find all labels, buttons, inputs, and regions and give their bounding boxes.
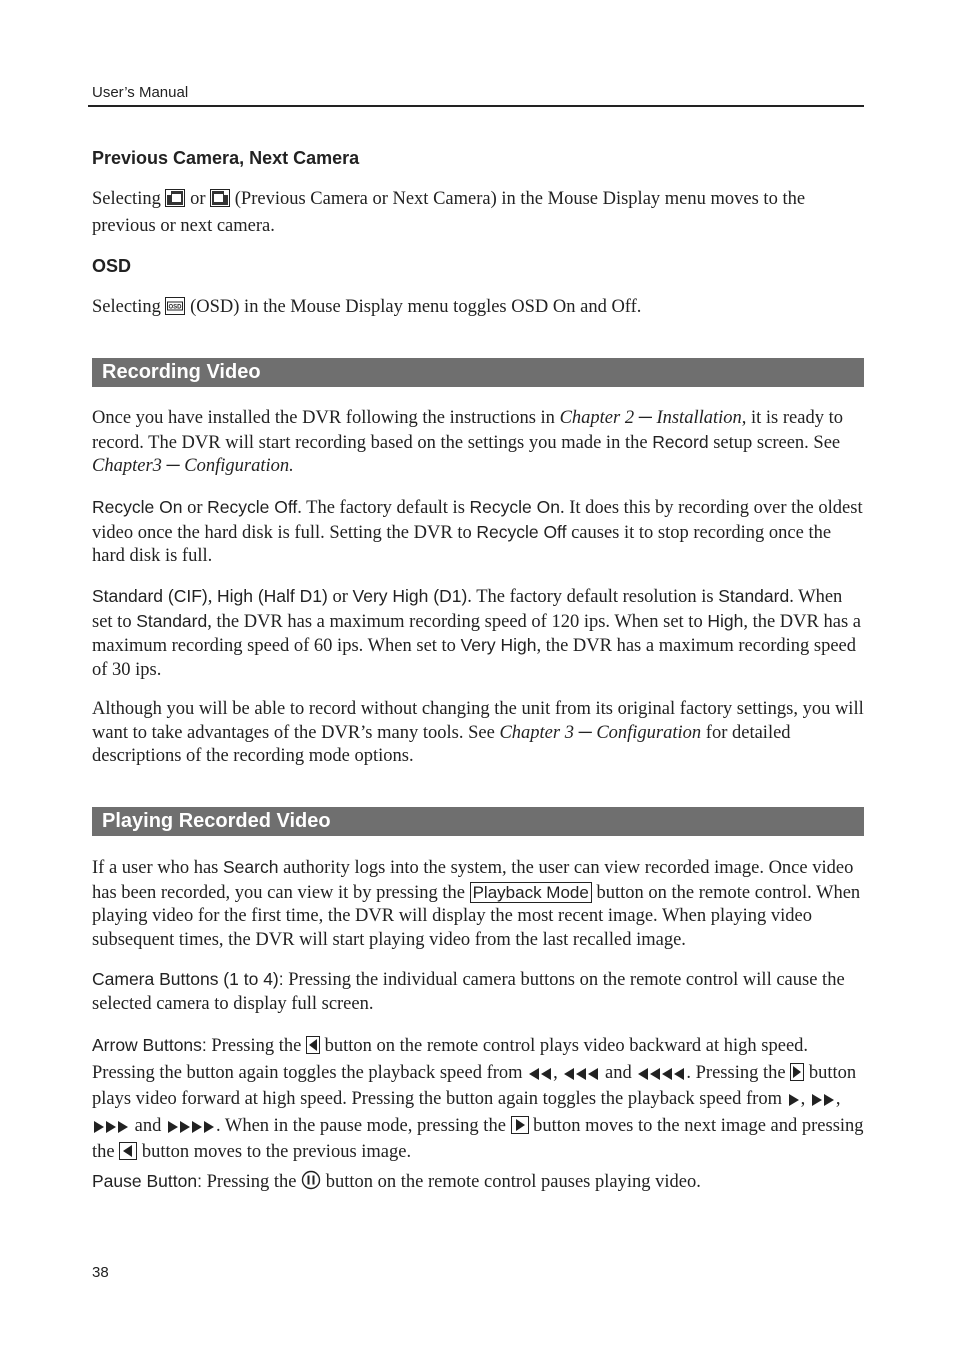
text: , — [800, 1089, 810, 1109]
text: Pressing the — [206, 1036, 306, 1056]
text: , the DVR has a maximum recording speed of 60 ips. When set to — [92, 611, 861, 656]
heading-prev-next-camera: Previous Camera, Next Camera — [92, 148, 360, 168]
text: Although you will be able to record without changing the unit from its original factory settings, you will want to take advantages of the DVR’s many tools. See — [92, 699, 864, 743]
text: (OSD) in the Mouse Display menu toggles OSD On and Off. — [185, 297, 642, 317]
forward-button-icon — [790, 1063, 804, 1089]
text: button on the remote control plays video backward at high speed. Pressing the button again toggles the playback speed from — [92, 1036, 809, 1083]
next-camera-icon — [210, 189, 230, 215]
text: setup screen. See — [708, 432, 841, 453]
term-label: Arrow Buttons: — [92, 1035, 207, 1055]
text: or — [182, 498, 208, 518]
setting-term: Standard (CIF) — [92, 586, 208, 606]
setting-term: Recycle On — [92, 497, 183, 517]
running-header: User’s Manual — [92, 84, 189, 101]
text: authority logs into the system, the user can view recorded image. Once video has been recorded, you can view it by pressing the — [92, 858, 854, 903]
text: for detailed descriptions of the recording mode options. — [92, 722, 791, 766]
text: , it is ready to record. The DVR will start recording based on the settings you made in the — [92, 408, 843, 453]
setting-term: Recycle Off — [207, 497, 298, 517]
dash: ─ — [161, 456, 185, 476]
forward-3x-icon — [92, 1118, 130, 1142]
setting-term: Standard — [718, 586, 790, 606]
text: , the DVR has a maximum recording speed of 30 ips. — [92, 636, 856, 680]
forward-4x-icon — [166, 1118, 216, 1142]
paragraph-playback-intro — [92, 856, 864, 952]
text: causes it to stop recording once the hard disk is full. — [92, 522, 832, 566]
paragraph-recording-intro — [92, 407, 864, 479]
text: (Previous Camera or Next Camera) in the Mouse Display menu moves to the previous or next camera. — [92, 189, 806, 236]
text: Selecting — [92, 189, 166, 209]
pause-button-icon — [301, 1170, 321, 1198]
chapter-title: Installation — [656, 408, 742, 428]
osd-icon-label: OSD — [168, 304, 182, 311]
text: or — [185, 189, 211, 209]
previous-image-button-icon — [119, 1142, 137, 1168]
paragraph-camera-buttons — [92, 968, 864, 1016]
rewind-3x-icon — [562, 1065, 600, 1089]
setting-term: Very High — [460, 635, 537, 655]
forward-2x-icon — [810, 1091, 836, 1115]
next-image-button-icon — [511, 1116, 529, 1142]
setting-term: Recycle On — [469, 497, 560, 517]
paragraph-recycle — [92, 496, 864, 569]
text: . When set to — [92, 587, 843, 632]
text: , — [207, 587, 217, 607]
section-bar-playing-recorded-video: Playing Recorded Video — [92, 807, 864, 836]
dash: ─ — [573, 722, 597, 743]
chapter-ref: Chapter 2 — [559, 408, 635, 428]
page-number: 38 — [92, 1264, 109, 1281]
playback-mode-button-label: Playback Mode — [470, 882, 592, 903]
text: . It does this by recording over the oldest video once the hard disk is full. Setting the DVR to — [92, 498, 863, 543]
text: Pressing the individual camera buttons on the remote control will cause the selected camera to display full screen. — [92, 970, 845, 1014]
setting-term: High — [707, 610, 744, 631]
forward-1x-icon — [787, 1091, 801, 1115]
text: If a user who has — [92, 858, 223, 878]
setting-term: High (Half D1) — [216, 586, 328, 606]
paragraph-osd — [92, 296, 864, 323]
text: Once you have installed the DVR following the instructions in — [92, 408, 560, 428]
rewind-2x-icon — [527, 1065, 553, 1089]
text: Selecting — [92, 297, 166, 317]
text: Pressing the — [201, 1172, 302, 1192]
setting-term: Recycle Off — [476, 521, 567, 542]
paragraph-pause-button — [92, 1170, 864, 1198]
heading-osd: OSD — [92, 256, 132, 276]
text: , the DVR has a maximum recording speed of 120 ips. When set to — [207, 611, 708, 632]
text: button moves to the previous image. — [137, 1142, 412, 1162]
chapter-ref: Chapter 3 — [499, 722, 574, 743]
term-label: Pause Button: — [92, 1171, 202, 1191]
text: , — [553, 1062, 563, 1083]
text: . Pressing the — [686, 1062, 791, 1083]
rewind-4x-icon — [636, 1065, 686, 1089]
text: and — [130, 1115, 166, 1136]
text: button on the remote control. When playing video for the first time, the DVR will display the most recent image. When playing video subsequent times, the DVR will start playing video from the last recalled image. — [92, 882, 861, 950]
osd-icon — [165, 297, 185, 323]
paragraph-prev-next-camera — [92, 188, 864, 238]
rewind-button-icon — [306, 1036, 320, 1062]
setting-term: Search — [223, 857, 279, 877]
setting-term: Standard — [136, 610, 208, 631]
section-bar-recording-video: Recording Video — [92, 358, 864, 387]
paragraph-resolution — [92, 585, 864, 682]
text: and — [600, 1062, 637, 1083]
previous-camera-icon — [165, 189, 185, 215]
chapter-title: Configuration. — [184, 456, 294, 476]
paragraph-factory-settings — [92, 698, 864, 769]
setting-term: Very High (D1) — [352, 586, 468, 606]
text: . The factory default resolution is — [467, 587, 719, 607]
text: button on the remote control pauses playing video. — [321, 1172, 701, 1192]
text: . The factory default is — [297, 498, 470, 518]
text: , — [835, 1089, 841, 1109]
chapter-title: Configuration — [596, 722, 702, 743]
text: . When in the pause mode, pressing the — [215, 1115, 511, 1136]
text: or — [327, 587, 353, 607]
text: button plays video forward at high speed. Pressing the button again toggles the playback speed from — [92, 1062, 857, 1109]
dash: ─ — [634, 408, 657, 428]
header-rule — [88, 105, 864, 107]
setting-term: Record — [652, 431, 709, 452]
paragraph-arrow-buttons — [92, 1034, 864, 1168]
text: button moves to the next image and pressing the — [92, 1115, 864, 1162]
chapter-ref: Chapter3 — [92, 456, 162, 476]
term-label: Camera Buttons (1 to 4): — [92, 969, 284, 989]
